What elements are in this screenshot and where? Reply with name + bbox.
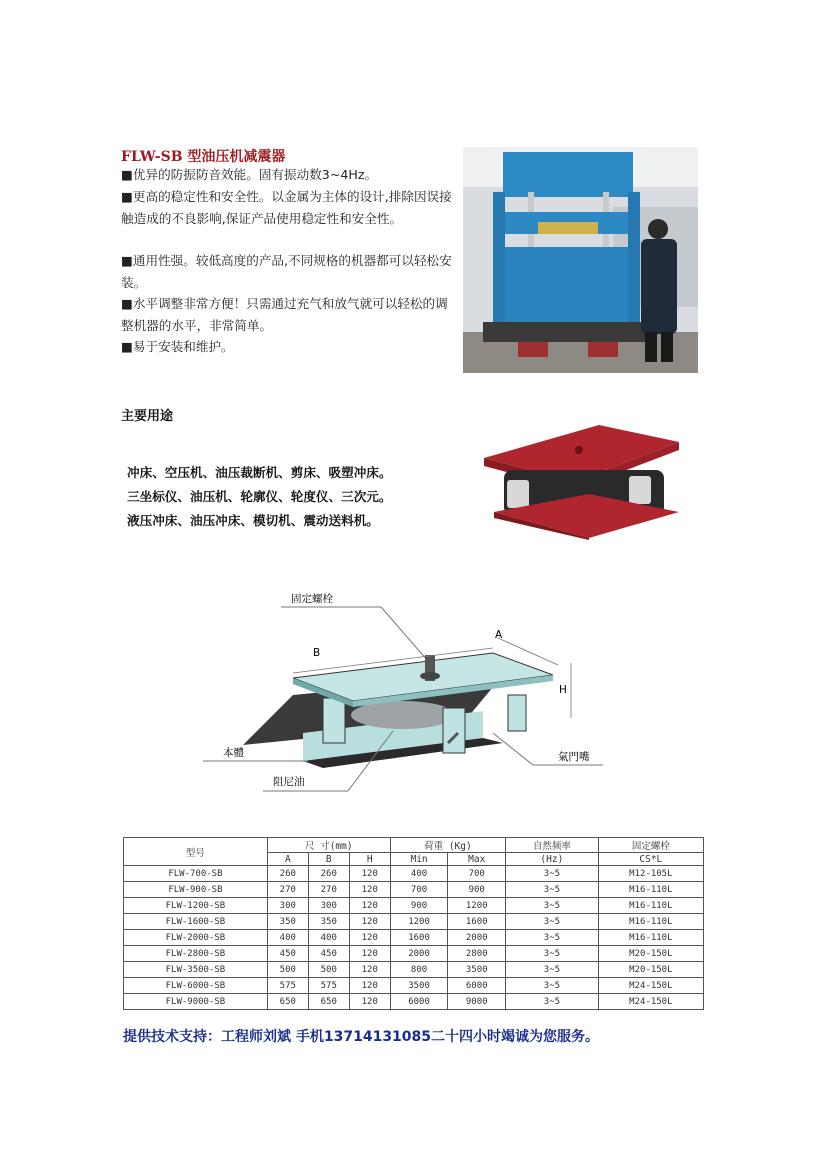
- feature-1: ■优异的防振防音效能。固有振动数3~4Hz。: [121, 167, 378, 182]
- table-row: [124, 946, 704, 962]
- table-cell: FLW-2800-SB: [124, 946, 268, 962]
- table-cell: 270: [308, 882, 349, 898]
- table-cell: 450: [308, 946, 349, 962]
- table-cell: 300: [308, 898, 349, 914]
- table-cell: 700: [390, 882, 448, 898]
- table-cell: FLW-6000-SB: [124, 978, 268, 994]
- table-cell: 400: [390, 866, 448, 882]
- label-body: 本體: [223, 747, 244, 759]
- table-cell: 1200: [448, 898, 506, 914]
- table-cell: 300: [267, 898, 308, 914]
- table-cell: 350: [267, 914, 308, 930]
- table-cell: 500: [267, 962, 308, 978]
- table-cell: M12-105L: [598, 866, 703, 882]
- table-cell: M16-110L: [598, 930, 703, 946]
- table-row: [124, 866, 704, 882]
- table-cell: 3500: [448, 962, 506, 978]
- table-cell: FLW-2000-SB: [124, 930, 268, 946]
- table-cell: 800: [390, 962, 448, 978]
- col-model: 型号: [124, 838, 268, 866]
- product-title: FLW-SB 型油压机减震器: [121, 149, 286, 165]
- table-cell: 1600: [390, 930, 448, 946]
- table-cell: M20-150L: [598, 946, 703, 962]
- col-hz: (Hz): [506, 853, 599, 866]
- table-cell: 120: [349, 866, 390, 882]
- table-row: [124, 962, 704, 978]
- col-min: Min: [390, 853, 448, 866]
- table-row: [124, 994, 704, 1010]
- mount-diagram: [193, 583, 613, 798]
- table-cell: FLW-9000-SB: [124, 994, 268, 1010]
- table-cell: 400: [267, 930, 308, 946]
- table-cell: 120: [349, 882, 390, 898]
- table-cell: 500: [308, 962, 349, 978]
- table-row: [124, 914, 704, 930]
- feature-4: ■水平调整非常方便！只需通过充气和放气就可以轻松的调整机器的水平，非常简单。: [121, 296, 448, 333]
- col-cs: CS*L: [598, 853, 703, 866]
- table-cell: 3~5: [506, 866, 599, 882]
- table-cell: 120: [349, 930, 390, 946]
- table-cell: 3~5: [506, 978, 599, 994]
- table-cell: 120: [349, 962, 390, 978]
- table-cell: 900: [448, 882, 506, 898]
- table-cell: 450: [267, 946, 308, 962]
- col-b: B: [308, 853, 349, 866]
- table-cell: 270: [267, 882, 308, 898]
- col-h: H: [349, 853, 390, 866]
- support-contact: 提供技术支持：工程师刘斌 手机13714131085二十四小时竭诚为您服务。: [123, 1029, 600, 1045]
- table-cell: 120: [349, 914, 390, 930]
- spec-table-body: [124, 866, 704, 1010]
- table-cell: 120: [349, 898, 390, 914]
- label-valve: 氣門嘴: [558, 751, 590, 763]
- table-cell: FLW-1600-SB: [124, 914, 268, 930]
- table-cell: 700: [448, 866, 506, 882]
- usage-heading: 主要用途: [121, 409, 174, 424]
- table-cell: 575: [308, 978, 349, 994]
- table-cell: 6000: [390, 994, 448, 1010]
- table-cell: FLW-1200-SB: [124, 898, 268, 914]
- col-bolt: 固定螺栓: [598, 838, 703, 853]
- table-cell: FLW-3500-SB: [124, 962, 268, 978]
- table-cell: 2800: [448, 946, 506, 962]
- col-load: 荷重 (Kg): [390, 838, 505, 853]
- table-cell: 650: [267, 994, 308, 1010]
- feature-2: ■更高的稳定性和安全性。以金属为主体的设计,排除因误接触造成的不良影响,保证产品使用稳定性和安全性。: [121, 189, 452, 226]
- col-freq: 自然频率: [506, 838, 599, 853]
- usage-line-1: 冲床、空压机、油压裁断机、剪床、吸塑冲床。: [127, 465, 392, 480]
- table-cell: 3~5: [506, 946, 599, 962]
- table-cell: 2000: [390, 946, 448, 962]
- table-cell: 2000: [448, 930, 506, 946]
- table-cell: M24-150L: [598, 978, 703, 994]
- table-cell: M16-110L: [598, 914, 703, 930]
- table-row: [124, 882, 704, 898]
- hydraulic-press-photo: [463, 147, 698, 373]
- table-cell: 900: [390, 898, 448, 914]
- feature-5: ■易于安装和维护。: [121, 339, 234, 354]
- table-cell: 3500: [390, 978, 448, 994]
- table-cell: 260: [308, 866, 349, 882]
- label-bolt: 固定螺栓: [291, 593, 333, 605]
- dim-b-label: B: [313, 647, 321, 659]
- table-cell: 1200: [390, 914, 448, 930]
- table-cell: 400: [308, 930, 349, 946]
- table-cell: 120: [349, 994, 390, 1010]
- usage-line-2: 三坐标仪、油压机、轮廓仪、轮度仪、三次元。: [127, 489, 392, 504]
- table-cell: 575: [267, 978, 308, 994]
- dim-a-label: A: [495, 629, 503, 641]
- spec-table: [123, 837, 704, 1010]
- usage-line-3: 液压冲床、油压冲床、模切机、震动送料机。: [127, 513, 379, 528]
- table-cell: M20-150L: [598, 962, 703, 978]
- table-cell: 6000: [448, 978, 506, 994]
- table-row: [124, 930, 704, 946]
- table-cell: 120: [349, 978, 390, 994]
- table-cell: 3~5: [506, 962, 599, 978]
- table-cell: M16-110L: [598, 882, 703, 898]
- table-cell: 3~5: [506, 882, 599, 898]
- table-cell: FLW-900-SB: [124, 882, 268, 898]
- vibration-mount-photo: [479, 420, 685, 540]
- feature-3: ■通用性强。较低高度的产品,不同规格的机器都可以轻松安装。: [121, 253, 452, 290]
- table-row: [124, 898, 704, 914]
- table-cell: 120: [349, 946, 390, 962]
- table-cell: M16-110L: [598, 898, 703, 914]
- label-oil: 阻尼油: [273, 776, 305, 788]
- table-cell: 3~5: [506, 898, 599, 914]
- table-cell: 350: [308, 914, 349, 930]
- table-cell: 260: [267, 866, 308, 882]
- table-row: [124, 978, 704, 994]
- table-cell: 650: [308, 994, 349, 1010]
- col-max: Max: [448, 853, 506, 866]
- table-cell: 1600: [448, 914, 506, 930]
- dim-h-label: H: [559, 684, 567, 696]
- table-cell: M24-150L: [598, 994, 703, 1010]
- table-cell: 9000: [448, 994, 506, 1010]
- table-cell: FLW-700-SB: [124, 866, 268, 882]
- col-a: A: [267, 853, 308, 866]
- col-size: 尺 寸(mm): [267, 838, 390, 853]
- table-cell: 3~5: [506, 930, 599, 946]
- table-cell: 3~5: [506, 914, 599, 930]
- table-cell: 3~5: [506, 994, 599, 1010]
